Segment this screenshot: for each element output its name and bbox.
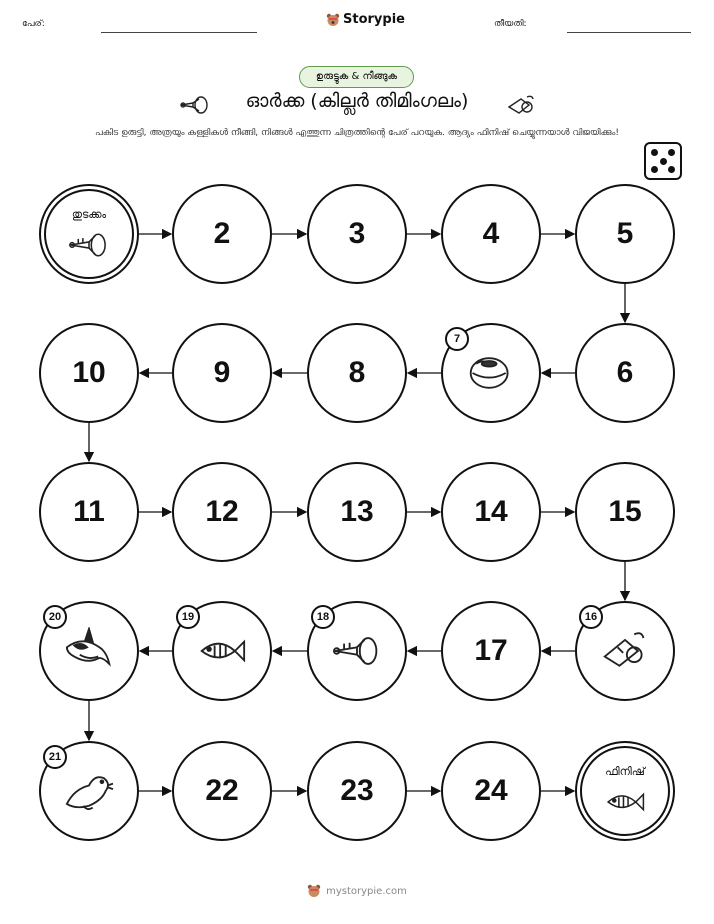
space-number: 24: [474, 774, 508, 807]
space-number: 9: [213, 356, 231, 389]
board-space-10: [39, 323, 139, 423]
space-number: 3: [348, 217, 366, 250]
page-title: ഓർക്ക (കില്ലർ തിമിംഗലം): [245, 90, 469, 112]
activity-tag: ഉരുട്ടുക & നീങ്ങുക: [299, 66, 414, 88]
board-space-14: [441, 462, 541, 562]
board-space-20: [39, 601, 139, 701]
space-number: 10: [72, 356, 106, 389]
board-space-4: [441, 184, 541, 284]
board-space-5: [575, 184, 675, 284]
start-space: [39, 184, 139, 284]
name-label: പേര്:: [22, 19, 45, 29]
fish-icon: [602, 782, 648, 822]
board-space-15: [575, 462, 675, 562]
space-number: 15: [608, 495, 642, 528]
space-number: 22: [205, 774, 239, 807]
space-number: 14: [474, 495, 508, 528]
space-number-badge: 16: [579, 605, 603, 629]
board-space-16: [575, 601, 675, 701]
space-number-badge: 18: [311, 605, 335, 629]
space-number: 12: [205, 495, 239, 528]
whistle-icon: [597, 627, 653, 675]
finish-space: [575, 741, 675, 841]
space-number: 23: [340, 774, 374, 807]
space-number-badge: 20: [43, 605, 67, 629]
board-space-18: [307, 601, 407, 701]
trumpet-icon: [329, 627, 385, 675]
trumpet-icon: [66, 225, 112, 265]
space-number: 5: [616, 217, 634, 250]
board-space-22: [172, 741, 272, 841]
board-space-19: [172, 601, 272, 701]
board-space-6: [575, 323, 675, 423]
space-number: 2: [213, 217, 231, 250]
seal-icon: [61, 767, 117, 815]
space-number: 8: [348, 356, 366, 389]
board-space-23: [307, 741, 407, 841]
finish-label: ഫിനിഷ്: [605, 765, 645, 778]
board-space-2: [172, 184, 272, 284]
board-space-24: [441, 741, 541, 841]
space-number: 4: [482, 217, 500, 250]
space-number-badge: 21: [43, 745, 67, 769]
footer-url: mystorypie.com: [326, 885, 407, 897]
board-space-7: [441, 323, 541, 423]
footer: [0, 884, 714, 898]
board-space-17: [441, 601, 541, 701]
space-number-badge: 7: [445, 327, 469, 351]
brand-name: Storypie: [343, 12, 405, 27]
space-number-badge: 19: [176, 605, 200, 629]
fish-icon: [194, 627, 250, 675]
board-space-9: [172, 323, 272, 423]
board-space-12: [172, 462, 272, 562]
instructions: പകിട ഉരുട്ടി, അത്രയും കള്ളികൾ നീങ്ങി, നിങ്ങൾ എത്തുന്ന ചിത്രത്തിന്റെ പേര് പറയുക. ആദ്യം ഫിനിഷ് ചെയ്യുന്നയാൾ വിജയിക്കും!: [95, 128, 619, 138]
space-number: 6: [616, 356, 634, 389]
date-label: തീയതി:: [494, 19, 527, 29]
space-number: 17: [474, 634, 508, 667]
board-space-8: [307, 323, 407, 423]
board-space-13: [307, 462, 407, 562]
start-label: തുടക്കം: [71, 208, 107, 221]
space-number: 11: [73, 495, 105, 528]
orca-icon: [61, 627, 117, 675]
board-space-3: [307, 184, 407, 284]
bead-icon: [463, 349, 519, 397]
bear-icon: [307, 884, 321, 898]
space-number: 13: [340, 495, 374, 528]
board-space-21: [39, 741, 139, 841]
board-space-11: [39, 462, 139, 562]
